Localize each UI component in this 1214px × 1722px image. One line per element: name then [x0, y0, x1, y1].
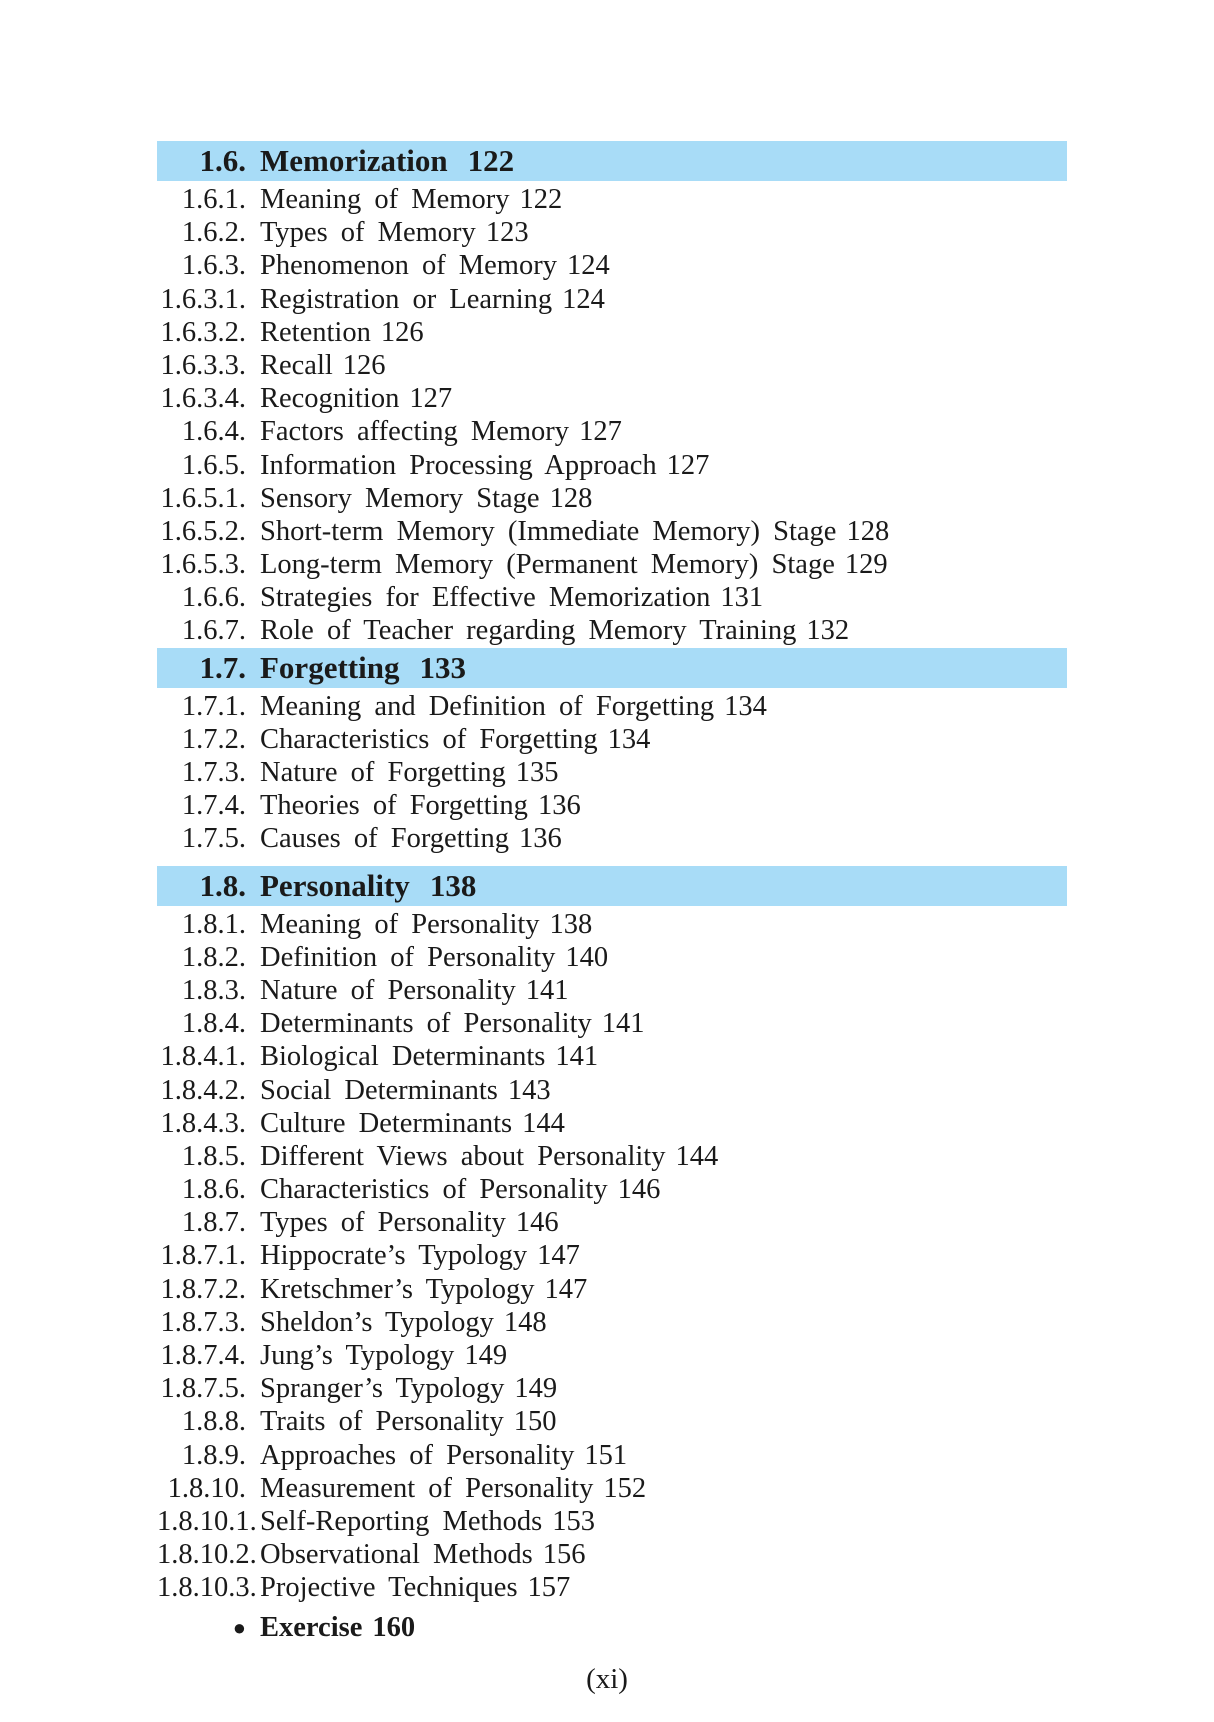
entry-title: Traits of Personality	[260, 1406, 504, 1438]
toc-entry	[157, 789, 1067, 822]
entry-number: 1.7.1.	[181, 690, 246, 722]
exercise-entry	[157, 1609, 1067, 1647]
entry-page: 131	[720, 582, 764, 614]
entry-title: Long-term Memory (Permanent Memory) Stage	[260, 549, 835, 581]
entry-title: Self-Reporting Methods	[260, 1505, 543, 1537]
toc-entry	[157, 183, 1067, 216]
toc-entry	[157, 690, 1067, 723]
section-title: Forgetting	[260, 649, 400, 685]
entry-page: 152	[603, 1472, 647, 1504]
toc-entry	[157, 382, 1067, 415]
page-number-footer: (xi)	[586, 1663, 628, 1695]
toc-entry	[157, 723, 1067, 756]
entry-number: 1.6.3.2.	[160, 316, 246, 348]
entry-number: 1.6.3.4.	[160, 383, 246, 415]
toc-entry	[157, 908, 1067, 941]
section-title: Memorization	[260, 143, 448, 178]
toc-entry	[157, 614, 1067, 647]
toc-entry	[157, 581, 1067, 614]
section-forgetting	[157, 648, 1067, 866]
toc-entry	[157, 415, 1067, 448]
entry-number: 1.7.4.	[181, 790, 246, 822]
entry-number: 1.8.7.2.	[160, 1273, 246, 1305]
entry-page: 124	[562, 283, 605, 315]
toc-entry	[157, 1405, 1067, 1438]
toc-entry	[157, 1505, 1067, 1538]
entry-page: 136	[537, 790, 581, 822]
entry-title: Phenomenon of Memory	[260, 250, 557, 282]
entry-number: 1.8.7.	[181, 1207, 246, 1239]
entry-page: 150	[513, 1406, 557, 1438]
entry-title: Role of Teacher regarding Memory Training	[260, 615, 797, 647]
toc-entry	[157, 1074, 1067, 1107]
entry-number: 1.8.4.1.	[160, 1041, 246, 1073]
entry-number: 1.8.7.3.	[160, 1306, 246, 1338]
entry-number: 1.6.5.	[181, 449, 246, 481]
entry-page: 136	[518, 823, 562, 855]
entry-number: 1.7.3.	[181, 757, 246, 788]
entry-number: 1.6.3.1.	[160, 283, 246, 315]
entry-number: 1.8.4.3.	[160, 1107, 246, 1139]
entry-number: 1.6.2.	[181, 217, 246, 249]
entry-title: Short-term Memory (Immediate Memory) Stage	[260, 515, 837, 547]
entry-list	[157, 183, 1067, 648]
toc-entry	[157, 1571, 1067, 1604]
entry-number: 1.8.6.	[181, 1174, 246, 1206]
entry-page: 141	[525, 974, 569, 1006]
entry-title: Meaning and Definition of Forgetting	[260, 690, 715, 722]
entry-number: 1.7.5.	[181, 823, 246, 855]
entry-title: Registration or Learning	[260, 283, 553, 315]
entry-number: 1.8.7.5.	[160, 1373, 246, 1405]
toc-entry	[157, 974, 1067, 1007]
entry-number: 1.8.4.2.	[160, 1074, 246, 1106]
entry-title: Theories of Forgetting	[260, 790, 528, 822]
entry-number: 1.6.6.	[181, 582, 246, 614]
entry-title: Different Views about Personality	[260, 1140, 666, 1172]
entry-number: 1.6.5.2.	[160, 515, 246, 547]
toc-entry	[157, 1206, 1067, 1239]
entry-page: 147	[544, 1273, 588, 1305]
entry-title: Sheldon’s Typology	[260, 1306, 494, 1338]
entry-title: Biological Determinants	[260, 1041, 546, 1073]
entry-page: 156	[542, 1539, 586, 1571]
entry-number: 1.6.3.	[181, 250, 246, 282]
entry-title: Meaning of Memory	[260, 184, 510, 215]
entry-page: 126	[380, 316, 424, 348]
toc-entry	[157, 449, 1067, 482]
entry-number: 1.8.10.2.	[157, 1539, 257, 1571]
entry-page: 147	[537, 1240, 580, 1272]
entry-page: 138	[549, 908, 593, 940]
entry-title: Culture Determinants	[260, 1107, 513, 1139]
entry-page: 127	[409, 383, 453, 415]
entry-page: 141	[555, 1041, 599, 1073]
entry-page: 127	[579, 416, 622, 448]
entry-number: 1.8.10.	[167, 1472, 246, 1504]
entry-page: 146	[617, 1174, 661, 1206]
entry-title: Characteristics of Personality	[260, 1174, 608, 1206]
entry-title: Observational Methods	[260, 1539, 533, 1571]
section-number: 1.6.	[199, 143, 246, 178]
entry-page: 135	[515, 757, 559, 788]
entry-title: Spranger’s Typology	[260, 1373, 505, 1405]
entry-title: Retention	[260, 316, 371, 348]
exercise-page: 160	[372, 1611, 416, 1643]
entry-title: Approaches of Personality	[260, 1439, 575, 1471]
entry-page: 129	[844, 549, 888, 581]
entry-title: Kretschmer’s Typology	[260, 1273, 535, 1305]
entry-page: 140	[565, 941, 609, 973]
entry-number: 1.6.5.1.	[160, 482, 246, 514]
entry-title: Recall	[260, 349, 333, 381]
entry-title: Recognition	[260, 383, 400, 415]
section-page: 122	[467, 143, 515, 178]
entry-page: 127	[666, 449, 710, 481]
entry-title: Determinants of Personality	[260, 1008, 592, 1040]
entry-title: Meaning of Personality	[260, 908, 540, 940]
toc-entry	[157, 1173, 1067, 1206]
entry-number: 1.6.5.3.	[160, 549, 246, 581]
entry-number: 1.8.5.	[181, 1140, 246, 1172]
entry-title: Strategies for Effective Memorization	[260, 582, 711, 614]
entry-number: 1.8.7.4.	[160, 1340, 246, 1371]
entry-number: 1.8.8.	[181, 1406, 246, 1438]
section-heading	[157, 141, 1067, 181]
toc-entry	[157, 1372, 1067, 1405]
entry-number: 1.8.2.	[181, 941, 246, 973]
toc-entry	[157, 1007, 1067, 1040]
entry-title: Types of Personality	[260, 1207, 506, 1239]
entry-title: Definition of Personality	[260, 941, 556, 973]
entry-page: 149	[464, 1340, 508, 1371]
entry-title: Nature of Forgetting	[260, 757, 506, 788]
entry-number: 1.6.7.	[181, 615, 246, 647]
entry-title: Factors affecting Memory	[260, 416, 570, 448]
entry-number: 1.8.9.	[181, 1439, 246, 1471]
section-heading	[157, 866, 1067, 906]
entry-page: 144	[675, 1140, 719, 1172]
toc-entry	[157, 349, 1067, 382]
entry-number: 1.6.1.	[181, 184, 246, 215]
toc-entry	[157, 482, 1067, 515]
entry-page: 146	[515, 1207, 559, 1239]
entry-number: 1.6.4.	[181, 416, 246, 448]
entry-title: Causes of Forgetting	[260, 823, 509, 855]
entry-title: Information Processing Approach	[260, 449, 657, 481]
entry-title: Nature of Personality	[260, 974, 516, 1006]
entry-number: 1.8.7.1.	[160, 1240, 246, 1272]
entry-page: 157	[527, 1572, 571, 1604]
toc-entry	[157, 1306, 1067, 1339]
entry-page: 134	[724, 690, 767, 722]
section-title: Personality	[260, 867, 410, 903]
toc-entry	[157, 249, 1067, 282]
entry-list	[157, 908, 1067, 1605]
toc-entry	[157, 1339, 1067, 1372]
entry-page: 141	[601, 1008, 645, 1040]
entry-title: Jung’s Typology	[260, 1340, 455, 1371]
entry-title: Social Determinants	[260, 1074, 498, 1106]
toc-entry	[157, 216, 1067, 249]
toc-entry	[157, 1040, 1067, 1073]
entry-title: Types of Memory	[260, 217, 476, 249]
entry-number: 1.8.10.3.	[157, 1572, 257, 1604]
toc-entry	[157, 1107, 1067, 1140]
toc-entry	[157, 515, 1067, 548]
entry-number: 1.8.10.1.	[157, 1505, 257, 1537]
entry-list	[157, 690, 1067, 856]
toc-entry	[157, 941, 1067, 974]
entry-page: 153	[552, 1505, 596, 1537]
entry-title: Sensory Memory Stage	[260, 482, 540, 514]
entry-page: 132	[806, 615, 850, 647]
entry-page: 151	[584, 1439, 628, 1471]
section-memorization	[157, 141, 1067, 648]
exercise-title: Exercise	[260, 1611, 363, 1643]
toc-entry	[157, 822, 1067, 855]
entry-page: 148	[503, 1306, 547, 1338]
entry-title: Characteristics of Forgetting	[260, 723, 598, 755]
entry-page: 126	[342, 349, 386, 381]
entry-page: 143	[507, 1074, 551, 1106]
entry-page: 124	[566, 250, 610, 282]
entry-title: Projective Techniques	[260, 1572, 518, 1604]
table-of-contents	[157, 141, 1067, 1647]
entry-number: 1.6.3.3.	[160, 349, 246, 381]
entry-page: 144	[522, 1107, 565, 1139]
section-heading	[157, 648, 1067, 688]
toc-entry	[157, 283, 1067, 316]
toc-entry	[157, 1538, 1067, 1571]
entry-title: Measurement of Personality	[260, 1472, 594, 1504]
entry-page: 128	[549, 482, 593, 514]
entry-page: 122	[519, 184, 563, 215]
toc-entry	[157, 316, 1067, 349]
entry-page: 134	[607, 723, 651, 755]
toc-entry	[157, 1273, 1067, 1306]
entry-page: 123	[485, 217, 529, 249]
toc-entry	[157, 756, 1067, 789]
section-personality	[157, 866, 1067, 1605]
entry-page: 149	[514, 1373, 558, 1405]
section-number: 1.8.	[199, 867, 246, 903]
section-number: 1.7.	[199, 649, 246, 685]
entry-number: 1.7.2.	[181, 723, 246, 755]
toc-entry	[157, 1472, 1067, 1505]
section-page: 133	[419, 649, 466, 685]
toc-entry	[157, 548, 1067, 581]
section-page: 138	[429, 867, 477, 903]
toc-entry	[157, 1439, 1067, 1472]
toc-entry	[157, 1239, 1067, 1272]
toc-entry	[157, 1140, 1067, 1173]
entry-page: 128	[846, 515, 890, 547]
entry-title: Hippocrate’s Typology	[260, 1240, 528, 1272]
entry-number: 1.8.4.	[181, 1008, 246, 1040]
bullet-icon: ●	[232, 1614, 246, 1640]
entry-number: 1.8.3.	[181, 974, 246, 1006]
entry-number: 1.8.1.	[181, 908, 246, 940]
